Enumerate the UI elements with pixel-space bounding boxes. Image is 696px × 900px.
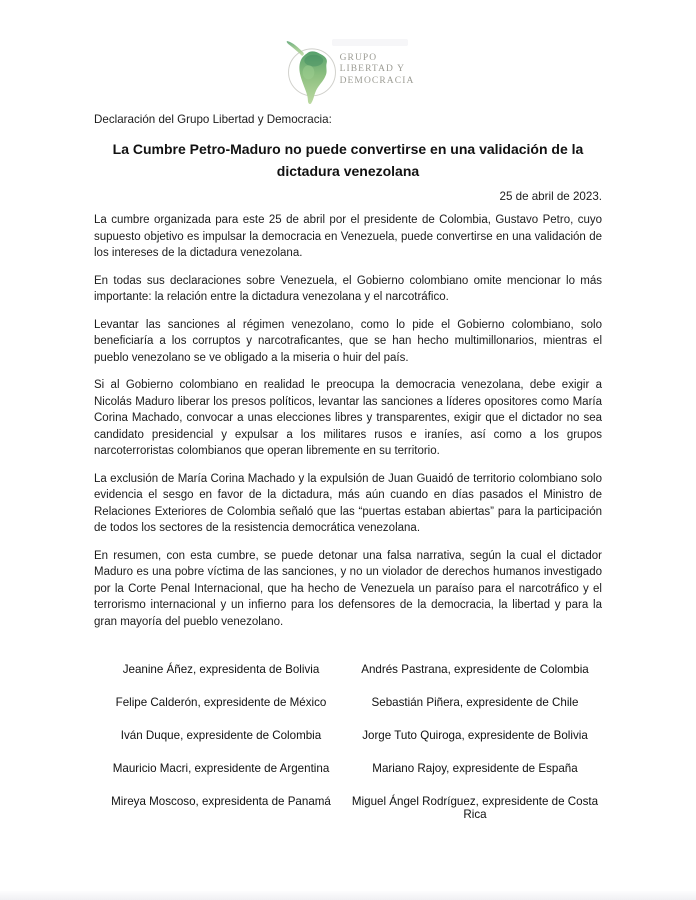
signatory: Felipe Calderón, expresidente de México: [115, 696, 327, 709]
signatory: Sebastián Piñera, expresidente de Chile: [371, 696, 579, 709]
paragraph-5: La exclusión de María Corina Machado y la expulsión de Juan Guaidó de territorio colombiano solo evidencia el sesgo en favor de la dictadura, más aún cuando en días pasados el Ministro de Relaciones Exteriores de Colombia señaló que las “puertas estaban abiertas” para la participación de todos los sectores de la resistencia democrática venezolana.: [94, 472, 602, 534]
logo: [94, 0, 602, 104]
logo-line-1: GRUPO: [339, 52, 378, 63]
paragraph-1: La cumbre organizada para este 25 de abril por el presidente de Colombia, Gustavo Petro, cuyo supuesto objetivo es impulsar la democracia en Venezuela, puede convertirse en una validación de los intereses de la dictadura venezolana.: [94, 214, 602, 259]
signatory: Miguel Ángel Rodríguez, expresidente de Costa Rica: [351, 795, 599, 821]
scan-artifact-bottom: [0, 891, 696, 900]
signatories-column-left: [94, 663, 348, 841]
declaration-kicker: Declaración del Grupo Libertad y Democracia:: [94, 113, 332, 126]
logo-line-3: DEMOCRACIA: [339, 75, 415, 86]
signatory: Jorge Tuto Quiroga, expresidente de Bolivia: [362, 729, 588, 742]
signatory: Iván Duque, expresidente de Colombia: [120, 729, 322, 742]
logo-line-2: LIBERTAD Y: [339, 64, 406, 75]
paragraph-4: Si al Gobierno colombiano en realidad le preocupa la democracia venezolana, debe exigir a Nicolás Maduro liberar los presos políticos, levantar las sanciones a líderes opositores como María Corina Machado, convocar a unas elecciones libres y transparentes, exigir que el dictador no sea candidato presidencial y expulsar a los militares rusos e iraníes, así como a los grupos narcoterroristas colombianos que operan libremente en su territorio.: [94, 379, 602, 457]
paragraph-2: En todas sus declaraciones sobre Venezuela, el Gobierno colombiano omite mencionar lo más importante: la relación entre la dictadura venezolana y el narcotráfico.: [94, 274, 602, 303]
signatories-section: [94, 663, 602, 841]
signatory: Mireya Moscoso, expresidenta de Panamá: [111, 795, 331, 808]
signatory: Mariano Rajoy, expresidente de España: [372, 762, 578, 775]
south-america-map-icon: [282, 36, 342, 104]
declaration-body: [94, 212, 602, 630]
scan-artifact-top: [332, 39, 408, 46]
date-line: 25 de abril de 2023.: [499, 190, 602, 203]
logo-wordmark: [340, 53, 415, 88]
signatory: Mauricio Macri, expresidente de Argentina: [112, 762, 330, 775]
signatory: Jeanine Áñez, expresidenta de Bolivia: [122, 663, 320, 676]
signatories-column-right: [348, 663, 602, 841]
page-title: La Cumbre Petro-Maduro no puede convertirse en una validación de la dictadura venezolana: [112, 141, 584, 179]
paragraph-3: Levantar las sanciones al régimen venezolano, como lo pide el Gobierno colombiano, solo beneficiaría a los corruptos y narcotraficantes, que se han hecho multimillonarios, mientras el pueblo venezolano se ve obligado a la miseria o huir del país.: [94, 318, 602, 364]
signatory: Andrés Pastrana, expresidente de Colombia: [361, 663, 589, 676]
paragraph-6: En resumen, con esta cumbre, se puede detonar una falsa narrativa, según la cual el dictador Maduro es una pobre víctima de las sanciones, y no un violador de derechos humanos investigado por la Corte Penal Internacional, que ha hecho de Venezuela un paraíso para el narcotráfico y el terrorismo internacional y un infierno para los defensores de la democracia, la libertad y para la gran mayoría del pueblo venezolano.: [94, 549, 602, 628]
